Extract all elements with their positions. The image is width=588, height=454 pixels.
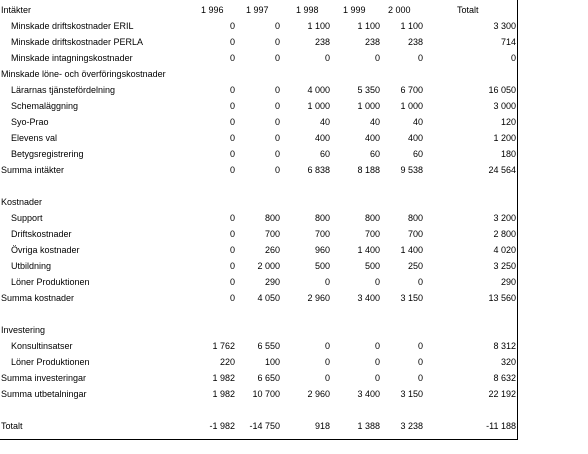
cell-1996: 0 — [229, 245, 235, 255]
cell-1997: 0 — [274, 133, 280, 143]
cell-2000: 3 150 — [400, 389, 423, 399]
cell-1996: 0 — [229, 21, 235, 31]
cell-2000: 0 — [417, 373, 423, 383]
cell-1997: 290 — [264, 277, 280, 287]
cell-1997: 0 — [274, 149, 280, 159]
cell-1997: -14 750 — [249, 421, 280, 431]
cell-total: 290 — [500, 277, 516, 287]
cell-1998: 4 000 — [307, 85, 330, 95]
cell-2000: 1 100 — [400, 21, 423, 31]
cell-total: 1 200 — [493, 133, 516, 143]
row-label: Betygsregistrering — [11, 149, 84, 159]
cell-1996: 0 — [229, 117, 235, 127]
cell-2000: 3 150 — [400, 293, 423, 303]
row-label: Minskade driftskostnader PERLA — [11, 37, 144, 47]
cell-2000: 1 000 — [400, 101, 423, 111]
row-label: Totalt — [1, 421, 23, 431]
header-year-2000: 2 000 — [388, 5, 411, 15]
cell-1997: 0 — [274, 117, 280, 127]
cell-1996: 0 — [229, 261, 235, 271]
row-label: Support — [11, 213, 43, 223]
cell-1998: 400 — [314, 133, 330, 143]
cell-1998: 1 100 — [307, 21, 330, 31]
cell-1996: 1 982 — [212, 373, 235, 383]
cell-1999: 1 000 — [357, 101, 380, 111]
table-row — [0, 34, 517, 50]
cell-1996: 0 — [229, 37, 235, 47]
table-row — [0, 66, 517, 82]
cell-1996: 0 — [229, 149, 235, 159]
cell-1998: 800 — [314, 213, 330, 223]
row-label: Minskade driftskostnader ERIL — [11, 21, 134, 31]
cell-1999: 40 — [369, 117, 380, 127]
cell-1998: 60 — [319, 149, 330, 159]
cell-2000: 0 — [417, 277, 423, 287]
row-label: Summa kostnader — [1, 293, 75, 303]
cell-total: 3 200 — [493, 213, 516, 223]
cell-1996: 0 — [229, 293, 235, 303]
cell-1997: 0 — [274, 37, 280, 47]
cell-1998: 500 — [314, 261, 330, 271]
cell-1997: 700 — [264, 229, 280, 239]
table-row — [0, 418, 517, 434]
cell-total: 120 — [500, 117, 516, 127]
table-border-right — [517, 0, 518, 440]
header-year-1997: 1 997 — [246, 5, 269, 15]
cell-1999: 0 — [374, 277, 380, 287]
cell-1996: 0 — [229, 101, 235, 111]
cell-1999: 1 100 — [357, 21, 380, 31]
cell-1998: 238 — [314, 37, 330, 47]
cell-1998: 40 — [319, 117, 330, 127]
cell-1998: 0 — [324, 357, 330, 367]
cell-1998: 2 960 — [307, 389, 330, 399]
cell-1996: 1 762 — [212, 341, 235, 351]
table-row — [0, 50, 517, 66]
cell-2000: 700 — [407, 229, 423, 239]
table-row — [0, 178, 517, 194]
table-row — [0, 402, 517, 418]
cell-total: 320 — [500, 357, 516, 367]
cell-1996: 0 — [229, 53, 235, 63]
cell-2000: 1 400 — [400, 245, 423, 255]
cell-2000: 9 538 — [400, 165, 423, 175]
cell-2000: 0 — [417, 53, 423, 63]
table-row — [0, 274, 517, 290]
cell-total: 3 300 — [493, 21, 516, 31]
cell-1997: 0 — [274, 21, 280, 31]
cell-1997: 4 050 — [257, 293, 280, 303]
header-year-1998: 1 998 — [296, 5, 319, 15]
row-label: Summa intäkter — [1, 165, 65, 175]
table-row — [0, 194, 517, 210]
cell-total: 714 — [500, 37, 516, 47]
cell-1996: 0 — [229, 213, 235, 223]
cell-1997: 100 — [264, 357, 280, 367]
cell-1997: 0 — [274, 165, 280, 175]
table-row — [0, 370, 517, 386]
row-label: Summa investeringar — [1, 373, 87, 383]
cell-1997: 10 700 — [252, 389, 280, 399]
cell-1998: 1 000 — [307, 101, 330, 111]
cell-total: -11 188 — [486, 421, 516, 431]
row-label: Löner Produktionen — [11, 277, 90, 287]
cell-1998: 0 — [324, 373, 330, 383]
row-label: Lärarnas tjänstefördelning — [11, 85, 116, 95]
table-row — [0, 226, 517, 242]
cell-2000: 238 — [407, 37, 423, 47]
table-row — [0, 338, 517, 354]
cell-1999: 5 350 — [357, 85, 380, 95]
table-row — [0, 82, 517, 98]
cell-2000: 800 — [407, 213, 423, 223]
cell-2000: 0 — [417, 357, 423, 367]
cell-1997: 260 — [264, 245, 280, 255]
cell-1996: 1 982 — [212, 389, 235, 399]
row-label: Konsultinsatser — [11, 341, 73, 351]
cell-1999: 1 400 — [357, 245, 380, 255]
table-row — [0, 162, 517, 178]
table-row — [0, 290, 517, 306]
row-label: Syo-Prao — [11, 117, 49, 127]
cell-1998: 2 960 — [307, 293, 330, 303]
cell-2000: 60 — [412, 149, 423, 159]
table-row — [0, 354, 517, 370]
cell-1999: 3 400 — [357, 389, 380, 399]
cell-1997: 6 550 — [257, 341, 280, 351]
cell-total: 0 — [510, 53, 516, 63]
row-label: Summa utbetalningar — [1, 389, 87, 399]
cell-1999: 0 — [374, 357, 380, 367]
table-row — [0, 130, 517, 146]
row-label: Investering — [1, 325, 46, 335]
row-label: Minskade intagningskostnader — [11, 53, 133, 63]
cell-1999: 60 — [369, 149, 380, 159]
cell-total: 2 800 — [493, 229, 516, 239]
table-row — [0, 306, 517, 322]
cell-2000: 3 238 — [400, 421, 423, 431]
cell-1997: 800 — [264, 213, 280, 223]
table-row — [0, 18, 517, 34]
cell-total: 22 192 — [488, 389, 516, 399]
cell-1999: 3 400 — [357, 293, 380, 303]
table-row — [0, 322, 517, 338]
cell-1998: 6 838 — [307, 165, 330, 175]
row-label: Minskade löne- och överföringskostnader — [1, 69, 166, 79]
cell-1998: 918 — [314, 421, 330, 431]
cell-total: 8 632 — [493, 373, 516, 383]
cell-2000: 0 — [417, 341, 423, 351]
cell-1998: 960 — [314, 245, 330, 255]
cell-total: 13 560 — [488, 293, 516, 303]
cell-1999: 8 188 — [357, 165, 380, 175]
cell-total: 24 564 — [488, 165, 516, 175]
cell-2000: 40 — [412, 117, 423, 127]
row-label: Elevens val — [11, 133, 58, 143]
cell-1996: 0 — [229, 229, 235, 239]
cell-1999: 0 — [374, 53, 380, 63]
cell-1998: 0 — [324, 277, 330, 287]
cell-1999: 800 — [364, 213, 380, 223]
header-title: Intäkter — [1, 5, 32, 15]
cell-1997: 2 000 — [257, 261, 280, 271]
row-label: Utbildning — [11, 261, 52, 271]
header-year-1996: 1 996 — [201, 5, 224, 15]
cell-1997: 6 650 — [257, 373, 280, 383]
table-row — [0, 114, 517, 130]
cell-total: 4 020 — [493, 245, 516, 255]
cell-1999: 1 388 — [357, 421, 380, 431]
header-row — [0, 2, 517, 18]
cell-1999: 400 — [364, 133, 380, 143]
header-total: Totalt — [457, 5, 479, 15]
cell-1998: 700 — [314, 229, 330, 239]
cell-1996: 0 — [229, 277, 235, 287]
row-label: Övriga kostnader — [11, 245, 80, 255]
cell-1996: 220 — [219, 357, 235, 367]
table-row — [0, 210, 517, 226]
row-label: Löner Produktionen — [11, 357, 90, 367]
table-row — [0, 258, 517, 274]
cell-1999: 0 — [374, 373, 380, 383]
row-label: Driftskostnader — [11, 229, 72, 239]
cell-1996: 0 — [229, 165, 235, 175]
cell-1999: 238 — [364, 37, 380, 47]
cell-total: 16 050 — [488, 85, 516, 95]
cell-1996: 0 — [229, 85, 235, 95]
cell-1997: 0 — [274, 101, 280, 111]
cell-total: 3 250 — [493, 261, 516, 271]
cell-2000: 250 — [407, 261, 423, 271]
cell-1999: 500 — [364, 261, 380, 271]
table-border-bottom — [0, 439, 518, 440]
cell-1997: 0 — [274, 85, 280, 95]
table-row — [0, 146, 517, 162]
header-year-1999: 1 999 — [343, 5, 366, 15]
cell-1998: 0 — [324, 53, 330, 63]
cell-2000: 400 — [407, 133, 423, 143]
table-row — [0, 242, 517, 258]
table-row — [0, 98, 517, 114]
cell-1996: 0 — [229, 133, 235, 143]
cell-1999: 0 — [374, 341, 380, 351]
row-label: Kostnader — [1, 197, 43, 207]
cell-total: 180 — [500, 149, 516, 159]
row-label: Schemaläggning — [11, 101, 79, 111]
cell-1996: -1 982 — [209, 421, 235, 431]
cell-2000: 6 700 — [400, 85, 423, 95]
cell-1999: 700 — [364, 229, 380, 239]
table-row — [0, 386, 517, 402]
cell-total: 3 000 — [493, 101, 516, 111]
cell-total: 8 312 — [493, 341, 516, 351]
cell-1998: 0 — [324, 341, 330, 351]
cell-1997: 0 — [274, 53, 280, 63]
